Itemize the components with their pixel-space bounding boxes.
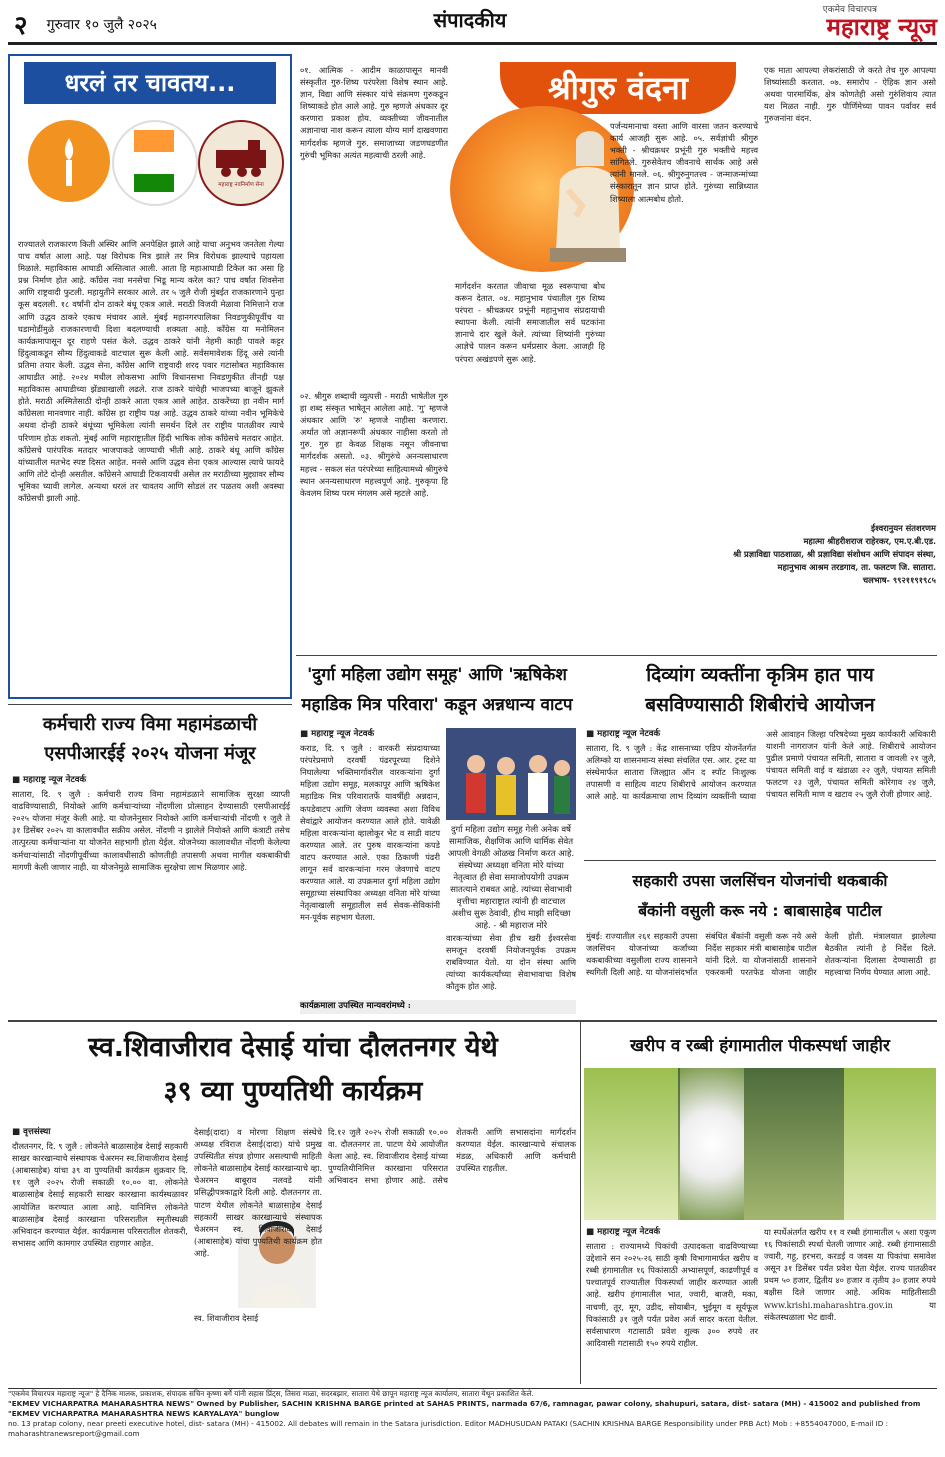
guru-col-5: एक माता आपल्या लेकरांसाठी जे करते तेच गुरु आपल्या शिष्यांसाठी करतात. ०७. समारोप - ऐहिक ज्ञान असो अथवा पारमार्थिक, क्षेत्र कोणतेही असो गुरुंशिवाय त्यात यश मिळत नाही. गुरु पौर्णिमेच्या पावन पर्वावर सर्व गुरुजनांना वंदन. (764, 65, 936, 124)
guru-title: श्रीगुरु वंदना (500, 62, 736, 114)
brand-name: महाराष्ट्र न्यूज (826, 13, 937, 41)
durga-caption: दुर्गा महिला उद्योग समूह गेली अनेक वर्षे सामाजिक, शैक्षणिक आणि धार्मिक सेवेत आपली वेगळी ओळख निर्माण करत आहे. संस्थेच्या अध्यक्षा वनिता मोरे यांच्या नेतृत्वात ही सेवा समाजोपयोगी उपक्रम सातत्याने राबवत आहे. त्यांच्या सेवाभावी वृत्तीचा महाराष्ट्रात त्यांनी ही वाटचाल अशीच सुरू ठेवावी, हीच माझी सदिच्छा आहे. - श्री महाराज मोरे (447, 825, 575, 931)
flame-torch-logo (28, 120, 110, 202)
signature-line: श्री प्रज्ञाविद्या पाठशाळा, श्री प्रज्ञाविद्या संशोधन आणि संपादन संस्था, (733, 549, 936, 559)
logo-caption: महाराष्ट्र नवनिर्माण सेना (218, 182, 264, 188)
signature-line: चलभाष- ९९२११९१९८५ (862, 575, 936, 585)
signature-line: महानुभाव आश्रम तरडगाव, ता. फलटण जि. सातारा. (777, 562, 936, 572)
desai-body-col1 (12, 1126, 188, 1384)
signature-line: ईश्वरानुयन संतशरणम (871, 523, 936, 533)
congress-hand-logo (112, 120, 198, 206)
durga-headline (296, 660, 578, 722)
header-rule (8, 42, 937, 45)
divyang-headline-line2: बसविण्यासाठी शिबीरांचे आयोजन (645, 694, 875, 716)
desai-body-text: दौलतनगर, दि. ९ जुलै : लोकनेते बाळासाहेब देसाई सहकारी साखर कारखान्याचे संस्थापक चेअरमन स्व.शिवाजीराव देसाई (आबासाहेब) यांचा ३९ वा पुण्यतिथी कार्यक्रम शुक्रवार दि. ११ जुलै २०२५ रोजी सकाळी १०.०० वा. लोकनेते बाळासाहेब देसाई सहकारी साखर कारखाना कार्यस्थळावर आयोजित करण्यात आला आहे. यानिमित्त लोकनेते बाळासाहेब देसाई कारखाना परिसरातील स्मृतीस्थळी अभिवादन करण्यात येईल. कार्यक्रमास परिसरातील शेतकरी, सभासद आणि कामगार उपस्थित राहणार आहेत. (12, 1141, 188, 1248)
kharip-body-col1 (586, 1226, 758, 1384)
engine-icon (200, 122, 282, 204)
sahakari-headline (584, 866, 936, 928)
brand-block (742, 2, 937, 42)
desai-body-col3: दि.१२ जुलै २०२५ रोजी सकाळी १०.०० वा. दौलतनगर ता. पाटण येथे आयोजीत केला आहे. स्व. शिवाजीराव देसाई यांच्या पुण्यतिथीनिमित्त कारखाना परिसरात अभिवादन सभा होणार आहे. तसेच शेतकरी आणि सभासदांना मार्गदर्शन करण्यात येईल. कारखान्याचे संचालक मंडळ, अधिकारी आणि कर्मचारी उपस्थित राहतील. (328, 1127, 576, 1186)
guru-col-3-head (455, 64, 497, 104)
karmachari-headline-line1: कर्मचारी राज्य विमा महामंडळाची (42, 714, 258, 735)
kharip-headline: खरीप व रब्बी हंगामातील पीकस्पर्धा जाहीर (584, 1026, 936, 1066)
sahakari-headline-line1: सहकारी उपसा जलसिंचन योजनांची थकबाकी (632, 872, 888, 890)
crop-photo-cotton (680, 1068, 744, 1220)
divyang-body (586, 728, 936, 856)
durga-headline-line2: महाडिक मित्र परिवारा' कडून अन्नधान्य वाटप (301, 695, 573, 715)
sahakari-headline-line2: बँकांनी वसुली करू नये : बाबासाहेब पाटील (638, 902, 882, 920)
imprint-footer (8, 1388, 937, 1448)
brand-tagline: एकमेव विचारपत्र (822, 5, 877, 15)
desai-headline (10, 1026, 576, 1126)
imprint-line-3: no. 13 pratap colony, near preeti executive hotel, dist- satara (MH) - 415002. All debates will remain in the Satara jurisdiction. Editor MADHUSUDAN PATAKI (SACHIN KRISHNA BARGE Responsibility under PRB Act) Mob : +8554047000, E-mail ID : maharashtranewsreport@gmail.com (8, 1419, 889, 1438)
editorial-body: राज्यातले राजकारण किती अस्थिर आणि अनपेक्षित झाले आहे याचा अनुभव जनतेला गेल्या पाच वर्षात आला आहे. पक्ष विरोधक मित्र झाले तर मित्र विरोधक झाल्याचे पहायला मिळाले. महाविकास आघाडी अस्तित्वात आली. आता हि महाआघाडी टिकेल का असा हि प्रश्न निर्माण होत आहे. काँग्रेस नवा मनसेचा भिडू मान्य करेल का? पाच वर्षात शिवसेना आणि राष्ट्रवादी फुटली. महायुतीने सरकार आले. तर ५ जुलै रोजी मुंबईत राजकारणाने पुन्हा कूस बदलली. १८ वर्षांनी दोन ठाकरे बंधू एकत्र आले. मराठी विजयी मेळावा निमित्ताने राज आणि उद्धव ठाकरे एकाच मंचावर आले. मुंबई महानगरपालिका निवडणुकीपूर्वीच या घडामोडींमुळे राजकारणाची दिशा बदलण्याची शक्यता आहे. काँग्रेस या मनोमिलन कार्यक्रमापासून दूर राहणे पसंत केले. उद्धव ठाकरे यांनी नेहमी काही पावले कट्टर हिंदुत्वाकडून सौम्य हिंदुत्वाकडे वाटचाल सुरू केली आहे. सर्वसमावेशक हिंदू असे त्यांनी प्रतिमा तयार केली. उद्धव सेना, काँग्रेस आणि राष्ट्रवादी शरद पवार गटासोबत महाविकास आघाडीत आहे. २०२४ मधील लोकसभा आणि विधानसभा निवडणुकीत तीनही पक्ष महाविकास आघाडीच्या झेंड्याखाली लढले. राज ठाकरे यांचेही भाजपच्या बाजूने झुकले होते. मराठी अस्मितेसाठी दोन्ही ठाकरे आता एकत्र आले आहेत. ठाकरेंच्या हा नवीन मार्ग काँग्रेसला मानवणार नाही. काँग्रेस हा राष्ट्रीय पक्ष आहे. उद्धव ठाकरे यांच्या नवीन भूमिकेचे अथवा दोन्ही ठाकरे बंधूंच्या भूमिकेला त्यांनी समर्थन दिले तर राष्ट्रीय पातळीवर त्याचे परिणाम होऊ शकतो. मुंबई आणि महाराष्ट्रातील हिंदी भाषिक लोक काँग्रेसचे मतदार आहेत. काँग्रेसचे पारंपरिक मतदार भाजपाकडे जाण्याची भीती आहे. ठाकरे बंधू आणि काँग्रेस यांच्यातील मतभेद स्पष्ट दिसत आहेत. मनसे आणि उद्धव सेना एकत्र आल्यास त्याचे फायदे आणि तोटे दोन्ही असतील. काँग्रेसने आघाडी टिकवायची असेल तर मराठीच्या मुद्द्यावर सौम्य भूमिका घ्यावी लागेल. अन्यथा धरलं तर चावतय आणि सोडलं तर पळतय अशी अवस्था काँग्रेसची झाली आहे. (18, 239, 284, 503)
durga-body-col2: वारकऱ्यांच्या सेवा हीच खरी ईश्वरसेवा समजून दरवर्षी नियोजनपूर्वक उपक्रम राबविण्यात येतो. या दोन संस्था आणि त्यांच्या कार्यकर्त्यांच्या सेवाभावाचा विशेष कौतुक होत आहे. (446, 933, 576, 992)
divider (584, 860, 936, 861)
durga-body-col1 (300, 728, 440, 998)
party-logos (18, 120, 286, 230)
torch-icon (62, 138, 76, 186)
sahakari-body: मुंबई: राज्यातील २६१ सहकारी उपसा जलसिंचन योजनांच्या कर्जांच्या थकबाकीच्या वसुलीला राज्य शासनाने स्थगिती दिली आहे. या योजनांसंदर्भात संबंधित बँकांनी वसुली करू नये असे निर्देश सहकार मंत्री बाबासाहेब पाटील यांनी दिले. या योजनांसाठी शासनाने एकरकमी परतफेड योजना जाहीर केली होती. मंत्रालयात झालेल्या बैठकीत त्यांनी हे निर्देश दिले. शेतकऱ्यांना दिलासा देण्यासाठी हा महत्त्वाचा निर्णय घेण्यात आला आहे. (586, 931, 936, 978)
guru-col-1: ०१. आत्मिक - आदीम काळापासून मानवी संस्कृतीत गुरु-शिष्य परंपरेला विशेष स्थान आहे. ज्ञान, विद्या आणि संस्कार यांचे संक्रमण गुरुकडून शिष्याकडे होत आले आहे. गुरु म्हणजे अंधकार दूर करणारा प्रकाश होय. व्यक्तीच्या जीवनातील अज्ञानाचा नाश करून त्याला योग्य मार्ग दाखवणारा मार्गदर्शक म्हणजे गुरु. समाजाच्या जडणघडणीत गुरुंची भूमिका अत्यंत महत्वाची ठरली आहे. (300, 65, 448, 160)
karmachari-body-text: सातारा, दि. ९ जुलै : कर्मचारी राज्य विमा महामंडळाने सामाजिक सुरक्षा व्याप्ती वाढविण्यासाठी, नियोक्ते आणि कर्मचाऱ्यांच्या नोंदणीला प्रोत्साहन देण्यासाठी एसपीआरईई २०२५ योजना मंजूर केली आहे. या योजनेनुसार नियोक्ते आणि कर्मचाऱ्यांची नोंदणी १ जुलै ते ३१ डिसेंबर २०२५ या कालावधीत सक्रीय असेल. नोंदणी न झालेले नियोक्ते आणि कंत्राटी तसेच तात्पुरत्या कर्मचाऱ्यांना या योजनेत सहभागी होता येईल. योजनेच्या कालावधीत नोंदणी केलेल्या कर्मचाऱ्यांसाठी नोंदणीपूर्वीच्या कालावधीसाठी कोणतीही तपासणी अथवा मागील थकबाकीची मागणी केली जाणार नाही. या योजनेमुळे सामाजिक सुरक्षेचा लाभ मिळणार आहे. (12, 789, 290, 872)
editorial-box (8, 54, 292, 699)
karmachari-headline (8, 710, 292, 770)
kharip-byline: ■ महाराष्ट्र न्यूज नेटवर्क (586, 1227, 661, 1237)
page-number: २ (14, 11, 28, 41)
crop-photo-wheat (584, 1068, 678, 1220)
karmachari-byline: ■ महाराष्ट्र न्यूज नेटवर्क (12, 775, 87, 785)
durga-footer: कार्यक्रमाला उपस्थित मान्यवरांमध्ये : (300, 1000, 576, 1014)
crop-photo-collage (584, 1068, 936, 1220)
guru-col-2: ०२. श्रीगुरु शब्दाची व्युत्पत्ती - मराठी भाषेतील गुरु हा शब्द संस्कृत भाषेतून आलेला आहे. 'गु' म्हणजे अंधकार आणि 'रु' म्हणजे नाहीसा करणारा. अर्थात जो अज्ञानरूपी अंधकार नाहीसा करतो तो गुरु. गुरु हा केवळ शिक्षक नसून जीवनाचा मार्गदर्शक असतो. ०३. श्रीगुरुंचे अनन्यसाधारण महत्त्व - सकल संत परंपरेच्या साहित्यामध्ये श्रीगुरुंचे स्थान अनन्यसाधारण महत्त्वपूर्ण आहे. गुरुकृपा हि केवलम शिष्य परम मंगलम असे म्हटले आहे. (300, 391, 448, 498)
divider (8, 1020, 937, 1022)
issue-date: गुरुवार १० जुलै २०२५ (46, 16, 157, 33)
desai-photo-caption: स्व. शिवाजीराव देसाई (194, 1313, 259, 1323)
masthead-left (14, 6, 264, 41)
kharip-body-col2: या स्पर्धेअंतर्गत खरीप ११ व रब्बी हंगामातील ५ अशा एकूण १६ पिकांसाठी स्पर्धा घेतली जाणार आहे. रब्बी हंगामासाठी ज्वारी, गहू, हरभरा, करडई व जवस या पिकांचा समावेश असून ३१ डिसेंबर पर्यंत प्रवेश घेता येईल. राज्य पातळीवर प्रथम ५० हजार, द्वितीय ४० हजार व तृतीय ३० हजार रुपये बक्षीस दिले जाणार आहे. अधिक माहितीसाठी www.krishi.maharashtra.gov.in या संकेतस्थळाला भेट द्यावी. (764, 1227, 936, 1322)
train-engine-logo (198, 120, 284, 206)
durga-headline-line1: 'दुर्गा महिला उद्योग समूह' आणि 'ऋषिकेश (307, 665, 567, 685)
durga-photo (446, 728, 576, 820)
guru-signature (690, 522, 936, 652)
desai-headline-line1: स्व.शिवाजीराव देसाई यांचा दौलतनगर येथे (88, 1032, 498, 1063)
signature-line: महात्मा श्रीहरीशराज राहेरकर, एम.ए.बी.एड. (803, 536, 936, 546)
editorial-title: धरलं तर चावतय... (24, 62, 276, 104)
divyang-body-text: सातारा, दि. ९ जुलै : केंद्र शासनाच्या एडिप योजनेंतर्गत अलिम्को या शासनमान्य संस्था संचलित एस. आर. ट्रस्ट या संस्थेमार्फत सातारा जिल्ह्यात ऑन द स्पॉट निःशुल्क तपासणी व साहित्य वाटप शिबीराचे आयोजन करण्यात आले आहे. या कार्यक्रमाचा लाभ दिव्यांग व्यक्तींनी घ्यावा असे आवाहन जिल्हा परिषदेच्या मुख्य कार्यकारी अधिकारी याशनी नागराजन यांनी केले आहे. शिबीराचे आयोजन पुढील प्रमाणे पंचायत समिती, सातारा व जावली २१ जुलै, पंचायत समिती वाई व खंडाळा २२ जुलै, पंचायत समिती फलटण २३ जुलै, पंचायत समिती कोरेगाव २४ जुलै, पंचायत समिती माण व खटाव २५ जुलै रोजी होणार आहे. (586, 729, 936, 802)
desai-byline: ■ वृत्तसंस्था (12, 1127, 51, 1137)
durga-byline: ■ महाराष्ट्र न्यूज नेटवर्क (300, 729, 375, 739)
guru-col-3: मार्गदर्शन करतात जीवाचा मूळ स्वरूपाचा बोध करून देतात. ०४. महानुभाव पंथातील गुरु शिष्य परंपरा - श्रीचक्रधर प्रभूंनी महानुभाव संप्रदायाची स्थापना केली. त्यांनी समाजातील सर्व घटकांना ज्ञानाचे दार खुले केले. त्यांच्या शिष्यांनी गुरुंच्या आज्ञेचे पालन करून धर्मप्रसार केला. आजही हि परंपरा अखंडपणे सुरू आहे. (455, 281, 605, 364)
divider (8, 704, 292, 705)
divyang-headline (584, 660, 936, 722)
crop-photo-soybean (746, 1068, 842, 1220)
karmachari-headline-line2: एसपीआरईई २०२५ योजना मंजूर (44, 743, 256, 764)
divyang-headline-line1: दिव्यांग व्यक्तींना कृत्रिम हात पाय (646, 664, 874, 686)
divider (296, 655, 937, 656)
divyang-byline: ■ महाराष्ट्र न्यूज नेटवर्क (586, 729, 661, 739)
imprint-line-2: "EKMEV VICHARPATRA MAHARASHTRA NEWS" Owned by Publisher, SACHIN KRISHNA BARGE printed at SAHAS PRINTS, narmada 67/6, ramnagar, pawar colony, shahupuri, satara, dist- satara (MH) - 415002 and published from "EKMEV VICHARPATRA MAHARASHTRA NEWS KARYALAYA" bunglow (8, 1399, 921, 1418)
divider (580, 1022, 581, 1384)
durga-body: कराड, दि. ९ जुलै : वारकरी संप्रदायाच्या परंपरेप्रमाणे दरवर्षी पंढरपूरच्या दिशेने निघालेल्या भक्तिमार्गावरील वारकऱ्यांना दुर्गा महिला उद्योग समूह, मलकापूर आणि ऋषिकेश महाडिक मित्र परिवारातर्फे यावर्षीही अन्नदान, कपडेवाटप आणि जेवण व्यवस्था अशा विविध सेवांद्वारे आयोजन करण्यात आले होते. यावेळी महिला वारकऱ्यांना व्हालोकूर भेट व साडी वाटप करण्यात आले. तर पुरुष वारकऱ्यांना कपडे वाटप करण्यात आले. एका ठिकाणी पंढरी लागून सर्व वारकऱ्यांना गरम जेवणाचे वाटप करण्यात आले. या उपक्रमात दुर्गा महिला उद्योग समूहाच्या संस्थापिका अध्यक्षा वनिता मोरे यांच्या नेतृत्वाखाली समूहातील सर्व सेवक-सेविकांनी मन-पूर्वक सहभाग घेतला. (300, 743, 440, 923)
desai-body-col2: देसाई(दादा) व मोरणा शिक्षण संस्थेचे अध्यक्ष रविराज देसाई(दादा) यांचे प्रमुख उपस्थितीत संपन्न होणार असल्याची माहिती लोकनेते बाळासाहेब देसाई कारखान्याचे व्हा. चेअरमन बाबूराव नलवडे यांनी प्रसिद्धीपत्रकाद्वारे दिली आहे. दौलतनगर ता. पाटण येथील लोकनेते बाळासाहेब देसाई सहकारी साखर कारखान्याचे संस्थापक चेअरमन स्व. शिवाजीराव देसाई (आबासाहेब) यांचा पुण्यतिथी कार्यक्रम होत आहे. (194, 1127, 322, 1258)
karmachari-body (12, 774, 290, 1014)
crop-photo-millet (844, 1068, 936, 1220)
desai-headline-line2: ३९ व्या पुण्यतिथी कार्यक्रम (163, 1076, 423, 1107)
kharip-body-text: सातारा : राज्यामध्ये पिकांची उत्पादकता वाढविण्याच्या उद्देशाने सन २०२५-२६ साठी कृषी विभागामार्फत खरीप व रब्बी हंगामातील १६ पिकांसाठी अभ्यासपूर्ण, काढणीपूर्व व पश्चातपूर्व राज्यातील पिकस्पर्धा जाहीर करण्यात आली आहे. खरीप हंगामातील भात, ज्वारी, बाजरी, मका, नाचणी, तूर, मूग, उडीद, सोयाबीन, भुईमूग व सूर्यफूल पिकांसाठी ३१ जुलै पर्यंत प्रवेश अर्ज सादर करता येतील. सर्वसाधारण गटासाठी प्रवेश शुल्क ३०० रुपये तर आदिवासी गटासाठी १५० रुपये राहील. (586, 1241, 758, 1348)
guru-col-4: पर्जन्यमानाचा वस्ता आणि वारसा जतन करण्याचे कार्य आजही सुरू आहे. ०५. सर्वज्ञांची श्रीगुरु भक्ती - श्रीचक्रधर प्रभूंनी गुरु भक्तीचे महत्त्व सांगितले. गुरुसेवेतच जीवनाचे सार्थक आहे असे त्यांनी मानले. ०६. श्रीगुरुनुगतत्त्व - जन्माजन्मांच्या संस्कारातून ज्ञान प्राप्त होते. गुरुंच्या सान्निध्यात शिष्याला आत्मबोध होतो. (610, 121, 758, 204)
imprint-line-1: "एकमेव विचारपत्र महाराष्ट्र न्यूज" हे दैनिक मालक, प्रकाशक, संपादक सचिन कृष्णा बर्गे यांनी सहास प्रिंट्स, तिसरा माळा, सदरबझार, सातारा येथे छापून महाराष्ट्र न्यूज कार्यालय, सातारा येथून प्रकाशित केले. (8, 1389, 534, 1398)
section-title: संपादकीय (433, 8, 507, 32)
